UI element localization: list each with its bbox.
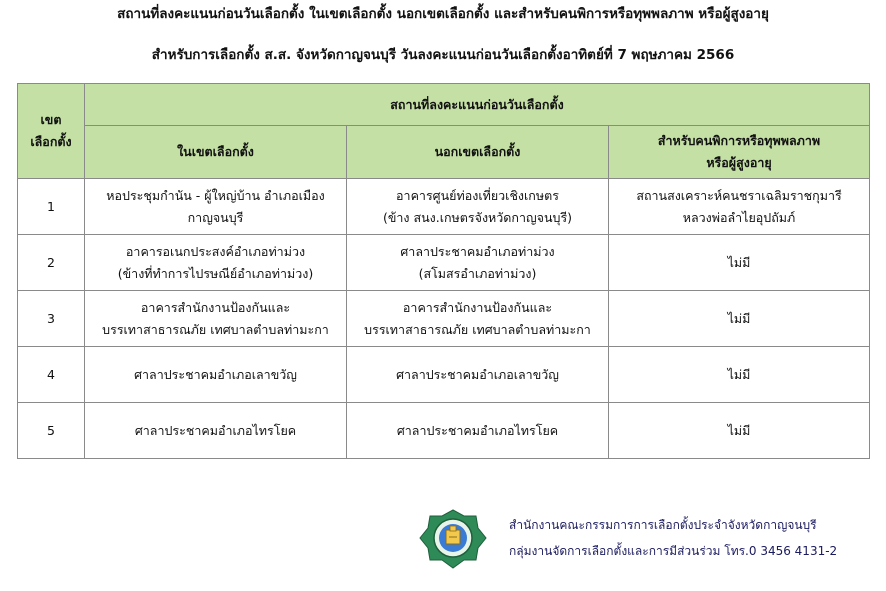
district-number: 3 bbox=[18, 291, 85, 347]
out-district-location: ศาลาประชาคมอำเภอไทรโยค bbox=[347, 403, 609, 459]
in-district-location: ศาลาประชาคมอำเภอเลาขวัญ bbox=[85, 347, 347, 403]
header-district: เขต เลือกตั้ง bbox=[18, 84, 85, 179]
table-row bbox=[18, 403, 870, 459]
in-district-location: อาคารอเนกประสงค์อำเภอท่าม่วง (ข้างที่ทำการไปรษณีย์อำเภอท่าม่วง) bbox=[85, 235, 347, 291]
table-row bbox=[18, 291, 870, 347]
out-district-location: ศาลาประชาคมอำเภอเลาขวัญ bbox=[347, 347, 609, 403]
page-subtitle: สำหรับการเลือกตั้ง ส.ส. จังหวัดกาญจนบุรี วันลงคะแนนก่อนวันเลือกตั้งอาทิตย์ที่ 7 พฤษภาคม 2566 bbox=[151, 47, 735, 63]
out-district-location: อาคารศูนย์ท่องเที่ยวเชิงเกษตร (ข้าง สนง.เกษตรจังหวัดกาญจนบุรี) bbox=[347, 179, 609, 235]
district-number: 4 bbox=[18, 347, 85, 403]
table-row bbox=[18, 235, 870, 291]
district-number: 1 bbox=[18, 179, 85, 235]
footer bbox=[418, 508, 878, 570]
polling-locations-table bbox=[17, 83, 870, 459]
header-disabled-elderly: สำหรับคนพิการหรือทุพพลภาพ หรือผู้สูงอายุ bbox=[609, 126, 870, 179]
table-row bbox=[18, 347, 870, 403]
disabled-elderly-location: ไม่มี bbox=[609, 347, 870, 403]
disabled-elderly-location: ไม่มี bbox=[609, 235, 870, 291]
disabled-elderly-location: ไม่มี bbox=[609, 291, 870, 347]
header-in-district: ในเขตเลือกตั้ง bbox=[85, 126, 347, 179]
disabled-elderly-location: สถานสงเคราะห์คนชราเฉลิมราชกุมารี หลวงพ่อลำไยอุปถัมภ์ bbox=[609, 179, 870, 235]
in-district-location: หอประชุมกำนัน - ผู้ใหญ่บ้าน อำเภอเมือง กาญจนบุรี bbox=[85, 179, 347, 235]
page-title: สถานที่ลงคะแนนก่อนวันเลือกตั้ง ในเขตเลือกตั้ง นอกเขตเลือกตั้ง และสำหรับคนพิการหรือทุพพลภาพ หรือผู้สูงอายุ bbox=[117, 6, 769, 22]
out-district-location: อาคารสำนักงานป้องกันและ บรรเทาสาธารณภัย เทศบาลตำบลท่ามะกา bbox=[347, 291, 609, 347]
footer-contact: กลุ่มงานจัดการเลือกตั้งและการมีส่วนร่วม โทร.0 3456 4131-2 bbox=[509, 544, 838, 558]
district-number: 5 bbox=[18, 403, 85, 459]
header-out-district: นอกเขตเลือกตั้ง bbox=[347, 126, 609, 179]
header-polling-places: สถานที่ลงคะแนนก่อนวันเลือกตั้ง bbox=[85, 84, 870, 126]
out-district-location: ศาลาประชาคมอำเภอท่าม่วง (สโมสรอำเภอท่าม่วง) bbox=[347, 235, 609, 291]
in-district-location: อาคารสำนักงานป้องกันและ บรรเทาสาธารณภัย เทศบาลตำบลท่ามะกา bbox=[85, 291, 347, 347]
district-number: 2 bbox=[18, 235, 85, 291]
disabled-elderly-location: ไม่มี bbox=[609, 403, 870, 459]
election-commission-emblem-icon bbox=[418, 508, 488, 570]
table-row bbox=[18, 179, 870, 235]
in-district-location: ศาลาประชาคมอำเภอไทรโยค bbox=[85, 403, 347, 459]
footer-office-name: สำนักงานคณะกรรมการการเลือกตั้งประจำจังหวัดกาญจนบุรี bbox=[509, 518, 817, 532]
